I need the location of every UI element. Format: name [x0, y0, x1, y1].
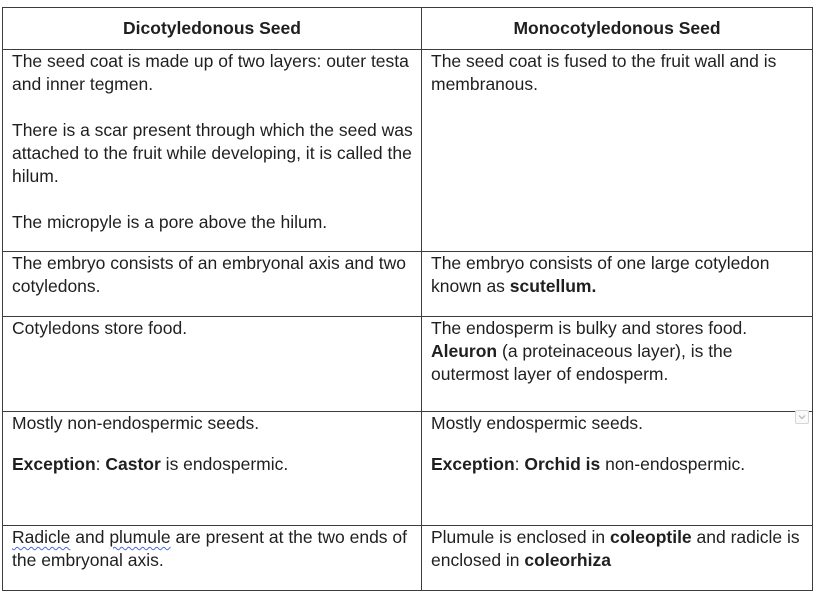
exception-label: Exception — [12, 454, 96, 474]
text-monocot-food — [431, 317, 804, 386]
text-segment: Plumule is enclosed in — [431, 527, 610, 547]
text-segment: and radicle is enclosed in — [431, 527, 800, 570]
cell-dicot-radicle[interactable] — [3, 526, 422, 591]
text-segment: are present at the two ends of the embryonal axis. — [12, 527, 408, 570]
table-row — [3, 526, 813, 591]
text-monocot-seed-coat: The seed coat is fused to the fruit wall and is membranous. — [431, 51, 777, 94]
text-segment: The embryo consists of one large cotyledon known as — [431, 253, 770, 296]
cell-monocot-embryo[interactable] — [422, 252, 813, 317]
spellcheck-word[interactable]: Radicle — [12, 527, 71, 547]
term-coleorhiza: coleorhiza — [524, 550, 611, 570]
text-dicot-endosperm: Mostly non-endospermic seeds. — [12, 413, 260, 433]
text-monocot-radicle — [431, 526, 804, 572]
comparison-table — [2, 7, 813, 591]
text-segment: : — [514, 454, 525, 474]
text-dicot-exception — [12, 453, 413, 476]
cell-monocot-seed-coat[interactable] — [422, 50, 813, 252]
cell-dicot-food[interactable] — [3, 317, 422, 412]
cell-monocot-endosperm[interactable] — [422, 412, 813, 526]
header-monocot[interactable]: Monocotyledonous Seed — [422, 8, 813, 50]
table-row — [3, 412, 813, 526]
text-segment: (a proteinaceous layer), is the outermost layer of endosperm. — [431, 341, 733, 384]
table-row — [3, 252, 813, 317]
text-monocot-exception — [431, 453, 804, 476]
term-aleuron: Aleuron — [431, 341, 498, 361]
text-micropyle: The micropyle is a pore above the hilum. — [12, 212, 328, 232]
text-monocot-endosperm: Mostly endospermic seeds. — [431, 413, 644, 433]
text-segment: and — [70, 527, 110, 547]
term-scutellum: scutellum. — [509, 276, 597, 296]
cell-monocot-food[interactable] — [422, 317, 813, 412]
header-dicot[interactable]: Dicotyledonous Seed — [3, 8, 422, 50]
text-seed-coat: The seed coat is made up of two layers: outer testa and inner tegmen. — [12, 51, 409, 94]
cell-monocot-radicle[interactable] — [422, 526, 813, 591]
text-segment: The endosperm is bulky and stores food. — [431, 318, 748, 338]
text-hilum: There is a scar present through which the seed was attached to the fruit while developing, it is called the hilum. — [12, 120, 413, 186]
chevron-down-icon — [798, 414, 806, 420]
spellcheck-word[interactable]: plumule — [109, 527, 171, 547]
exception-label: Exception — [431, 454, 515, 474]
text-monocot-embryo — [431, 252, 804, 298]
header-row — [3, 8, 813, 50]
text-dicot-food: Cotyledons store food. — [12, 318, 188, 338]
term-coleoptile: coleoptile — [609, 527, 692, 547]
text-dicot-embryo: The embryo consists of an embryonal axis and two cotyledons. — [12, 253, 406, 296]
cell-dicot-embryo[interactable] — [3, 252, 422, 317]
text-segment: non-endospermic. — [600, 454, 746, 474]
text-dicot-radicle — [12, 526, 413, 572]
text-segment: : — [95, 454, 106, 474]
cell-menu-button[interactable] — [795, 410, 809, 424]
table-row — [3, 50, 813, 252]
text-segment: is endospermic. — [160, 454, 289, 474]
cell-dicot-endosperm[interactable] — [3, 412, 422, 526]
term-castor: Castor — [105, 454, 161, 474]
cell-dicot-seed-coat[interactable] — [3, 50, 422, 252]
table-row — [3, 317, 813, 412]
term-orchid: Orchid is — [524, 454, 601, 474]
